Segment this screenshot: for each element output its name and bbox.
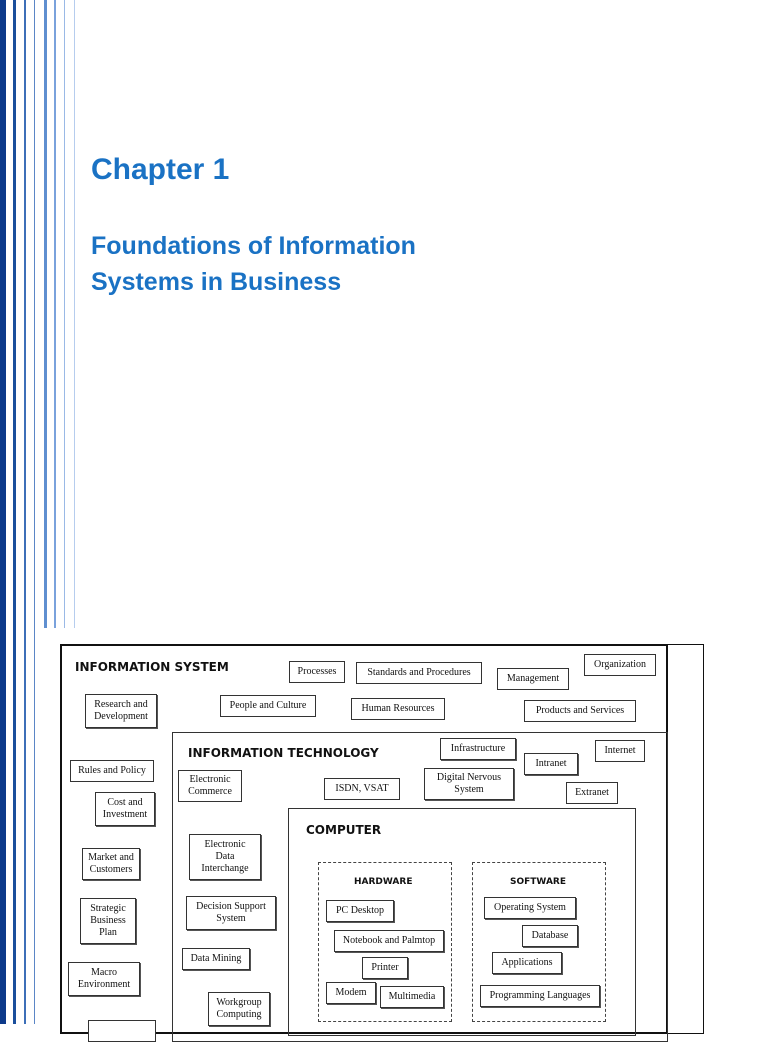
management-box: Management xyxy=(497,668,569,690)
decorative-stripe xyxy=(44,0,47,628)
infrastructure-box: Infrastructure xyxy=(440,738,516,760)
edi-box: Electronic Data Interchange xyxy=(189,834,261,880)
chapter-subtitle: Foundations of Information Systems in Business xyxy=(91,232,416,296)
applications-box: Applications xyxy=(492,952,562,974)
software-heading: SOFTWARE xyxy=(510,877,566,887)
database-box: Database xyxy=(522,925,578,947)
human-resources-box: Human Resources xyxy=(351,698,445,720)
information-system-diagram xyxy=(60,644,668,1034)
cut-off-box xyxy=(88,1020,156,1042)
research-box: Research and Development xyxy=(85,694,157,728)
internet-box: Internet xyxy=(595,740,645,762)
standards-box: Standards and Procedures xyxy=(356,662,482,684)
processes-box: Processes xyxy=(289,661,345,683)
ecommerce-box: Electronic Commerce xyxy=(178,770,242,802)
isdn-box: ISDN, VSAT xyxy=(324,778,400,800)
workgroup-box: Workgroup Computing xyxy=(208,992,270,1026)
information-system-heading: INFORMATION SYSTEM xyxy=(75,660,229,674)
pc-desktop-box: PC Desktop xyxy=(326,900,394,922)
multimedia-box: Multimedia xyxy=(380,986,444,1008)
macro-box: Macro Environment xyxy=(68,962,140,996)
decorative-stripe xyxy=(34,0,35,1024)
organization-box: Organization xyxy=(584,654,656,676)
digital-nervous-box: Digital Nervous System xyxy=(424,768,514,800)
hardware-heading: HARDWARE xyxy=(354,877,413,887)
decorative-stripe xyxy=(64,0,65,628)
decorative-stripe xyxy=(24,0,26,1024)
operating-system-box: Operating System xyxy=(484,897,576,919)
computer-heading: COMPUTER xyxy=(306,823,382,837)
people-box: People and Culture xyxy=(220,695,316,717)
modem-box: Modem xyxy=(326,982,376,1004)
strategic-box: Strategic Business Plan xyxy=(80,898,136,944)
chapter-title: Chapter 1 xyxy=(91,153,230,186)
extranet-box: Extranet xyxy=(566,782,618,804)
notebook-box: Notebook and Palmtop xyxy=(334,930,444,952)
dss-box: Decision Support System xyxy=(186,896,276,930)
decorative-stripe xyxy=(13,0,16,1024)
decorative-stripe xyxy=(54,0,56,628)
diagram-side-panel xyxy=(668,644,704,1034)
cost-box: Cost and Investment xyxy=(95,792,155,826)
decorative-stripe xyxy=(74,0,75,628)
data-mining-box: Data Mining xyxy=(182,948,250,970)
intranet-box: Intranet xyxy=(524,753,578,775)
programming-box: Programming Languages xyxy=(480,985,600,1007)
products-box: Products and Services xyxy=(524,700,636,722)
printer-box: Printer xyxy=(362,957,408,979)
information-technology-heading: INFORMATION TECHNOLOGY xyxy=(188,746,379,760)
rules-box: Rules and Policy xyxy=(70,760,154,782)
market-box: Market and Customers xyxy=(82,848,140,880)
decorative-stripe xyxy=(0,0,6,1024)
